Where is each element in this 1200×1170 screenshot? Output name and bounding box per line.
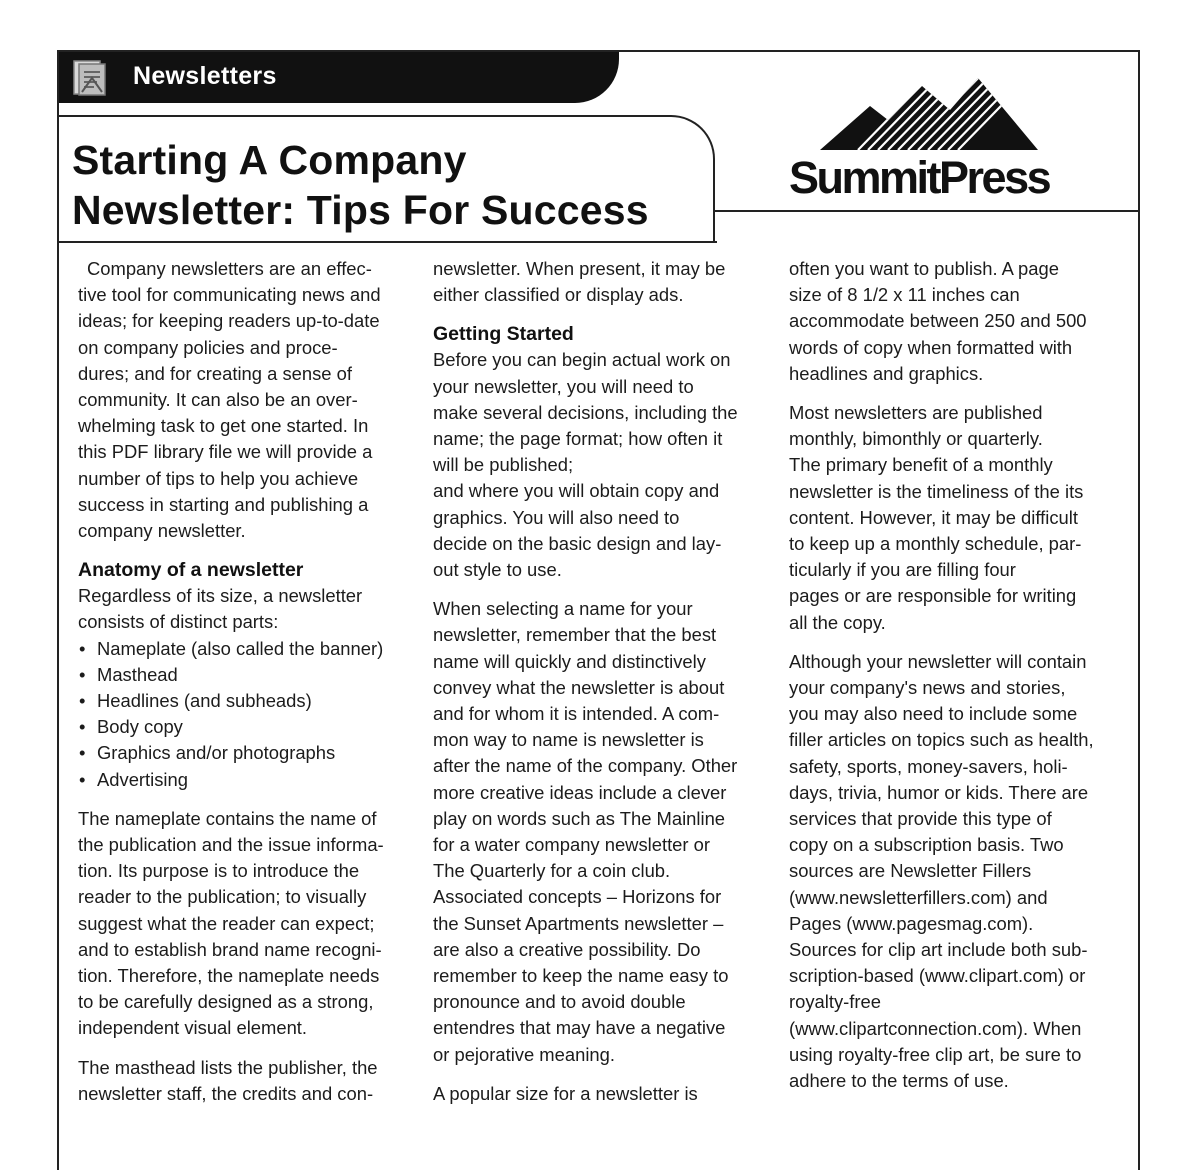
document-icon [70,58,110,98]
size-paragraph: A popular size for a newsletter is [433,1082,698,1104]
nameplate-paragraph: The nameplate contains the name of the publication and the issue informa- tion. Its purpose is to introduce the reader to the publication; to visually suggest what the reader can expect; and to establish brand name recogni- tion. Therefore, the nameplate needs to be carefully designed as a strong, independent visual element. [78,807,384,1039]
page-title-line-1: Starting A Company [72,137,467,183]
article-column-2 [433,256,773,1120]
schedule-paragraph: Most newsletters are published monthly, bimonthly or quarterly. The primary benefit of a monthly newsletter is the timeliness of the its content. However, it may be difficult to keep up a monthly schedule, par- ticularly if you are filling four pages or are responsible for writing all the copy. [789,402,1084,633]
list-item: • Headlines (and subheads) [78,688,418,714]
title-divider [59,241,717,243]
anatomy-heading: Anatomy of a newsletter [78,559,304,582]
page-title-line-2: Newsletter: Tips For Success [72,187,649,233]
section-label: Newsletters [133,62,277,90]
frequency-paragraph: often you want to publish. A page size of 8 1/2 x 11 inches can accommodate between 250 and 500 words of copy when formatted with headlines and graphics. [789,258,1087,384]
list-item: • Advertising [78,767,418,793]
ads-paragraph: newsletter. When present, it may be either classified or display ads. [433,258,726,306]
anatomy-lead: Regardless of its size, a newsletter consists of distinct parts: [78,585,363,633]
logo-divider [715,210,1140,212]
list-item: • Masthead [78,662,418,688]
list-item: • Body copy [78,714,418,740]
fillers-paragraph: Although your newsletter will contain your company's news and stories, you may also need to include some filler articles on topics such as health, safety, sports, money-savers, holi- days, trivia, humor or kids. There are services that provide this type of copy on a subscription basis. Two sources are Newsletter Fillers (www.newsletterfillers.com) and Pages (www.pagesmag.com). Sources for clip art include both sub- scription-based (www.clipart.com) or royalty-free (www.clipartconnection.com). When using royalty-free clip art, be sure to adhere to the terms of use. [789,650,1094,1092]
article-column-1 [78,256,418,1120]
intro-paragraph: Company newsletters are an effec- tive tool for communicating news and ideas; for keeping readers up-to-date on company policies and proce- dures; and for creating a sense of community. It can also be an over- whelming task to get one started. In this PDF library file we will provide a number of tips to help you achieve success in starting and publishing a company newsletter. [78,258,381,542]
masthead-paragraph: The masthead lists the publisher, the newsletter staff, the credits and con- [78,1056,378,1104]
getting-started-paragraph: Before you can begin actual work on your newsletter, you will need to make several decisions, including the name; the page format; how often it will be published; and where you will obtain copy and graphics. You will also need to decide on the basic design and lay- out style to use. [433,349,738,581]
article-column-3 [789,256,1134,1107]
list-item: • Nameplate (also called the banner) [78,636,418,662]
naming-paragraph: When selecting a name for your newsletter, remember that the best name will quickly and distinctively convey what the newsletter is about and for whom it is intended. A com- mon way to name is newsletter is after the name of the company. Other more creative ideas include a clever play on words such as The Mainline for a water company newsletter or The Quarterly for a coin club. Associated concepts – Horizons for the Sunset Apartments newsletter – are also a creative possibility. Do remember to keep the name easy to pronounce and to avoid double entendres that may have a negative or pejorative meaning. [433,598,738,1065]
newsletter-parts-list [78,636,418,793]
getting-started-heading: Getting Started [433,323,574,346]
logo-wordmark: SummitPress [789,152,1050,203]
page-title [72,135,649,235]
mountain-peaks-logo [818,74,1040,152]
list-item: • Graphics and/or photographs [78,740,418,766]
